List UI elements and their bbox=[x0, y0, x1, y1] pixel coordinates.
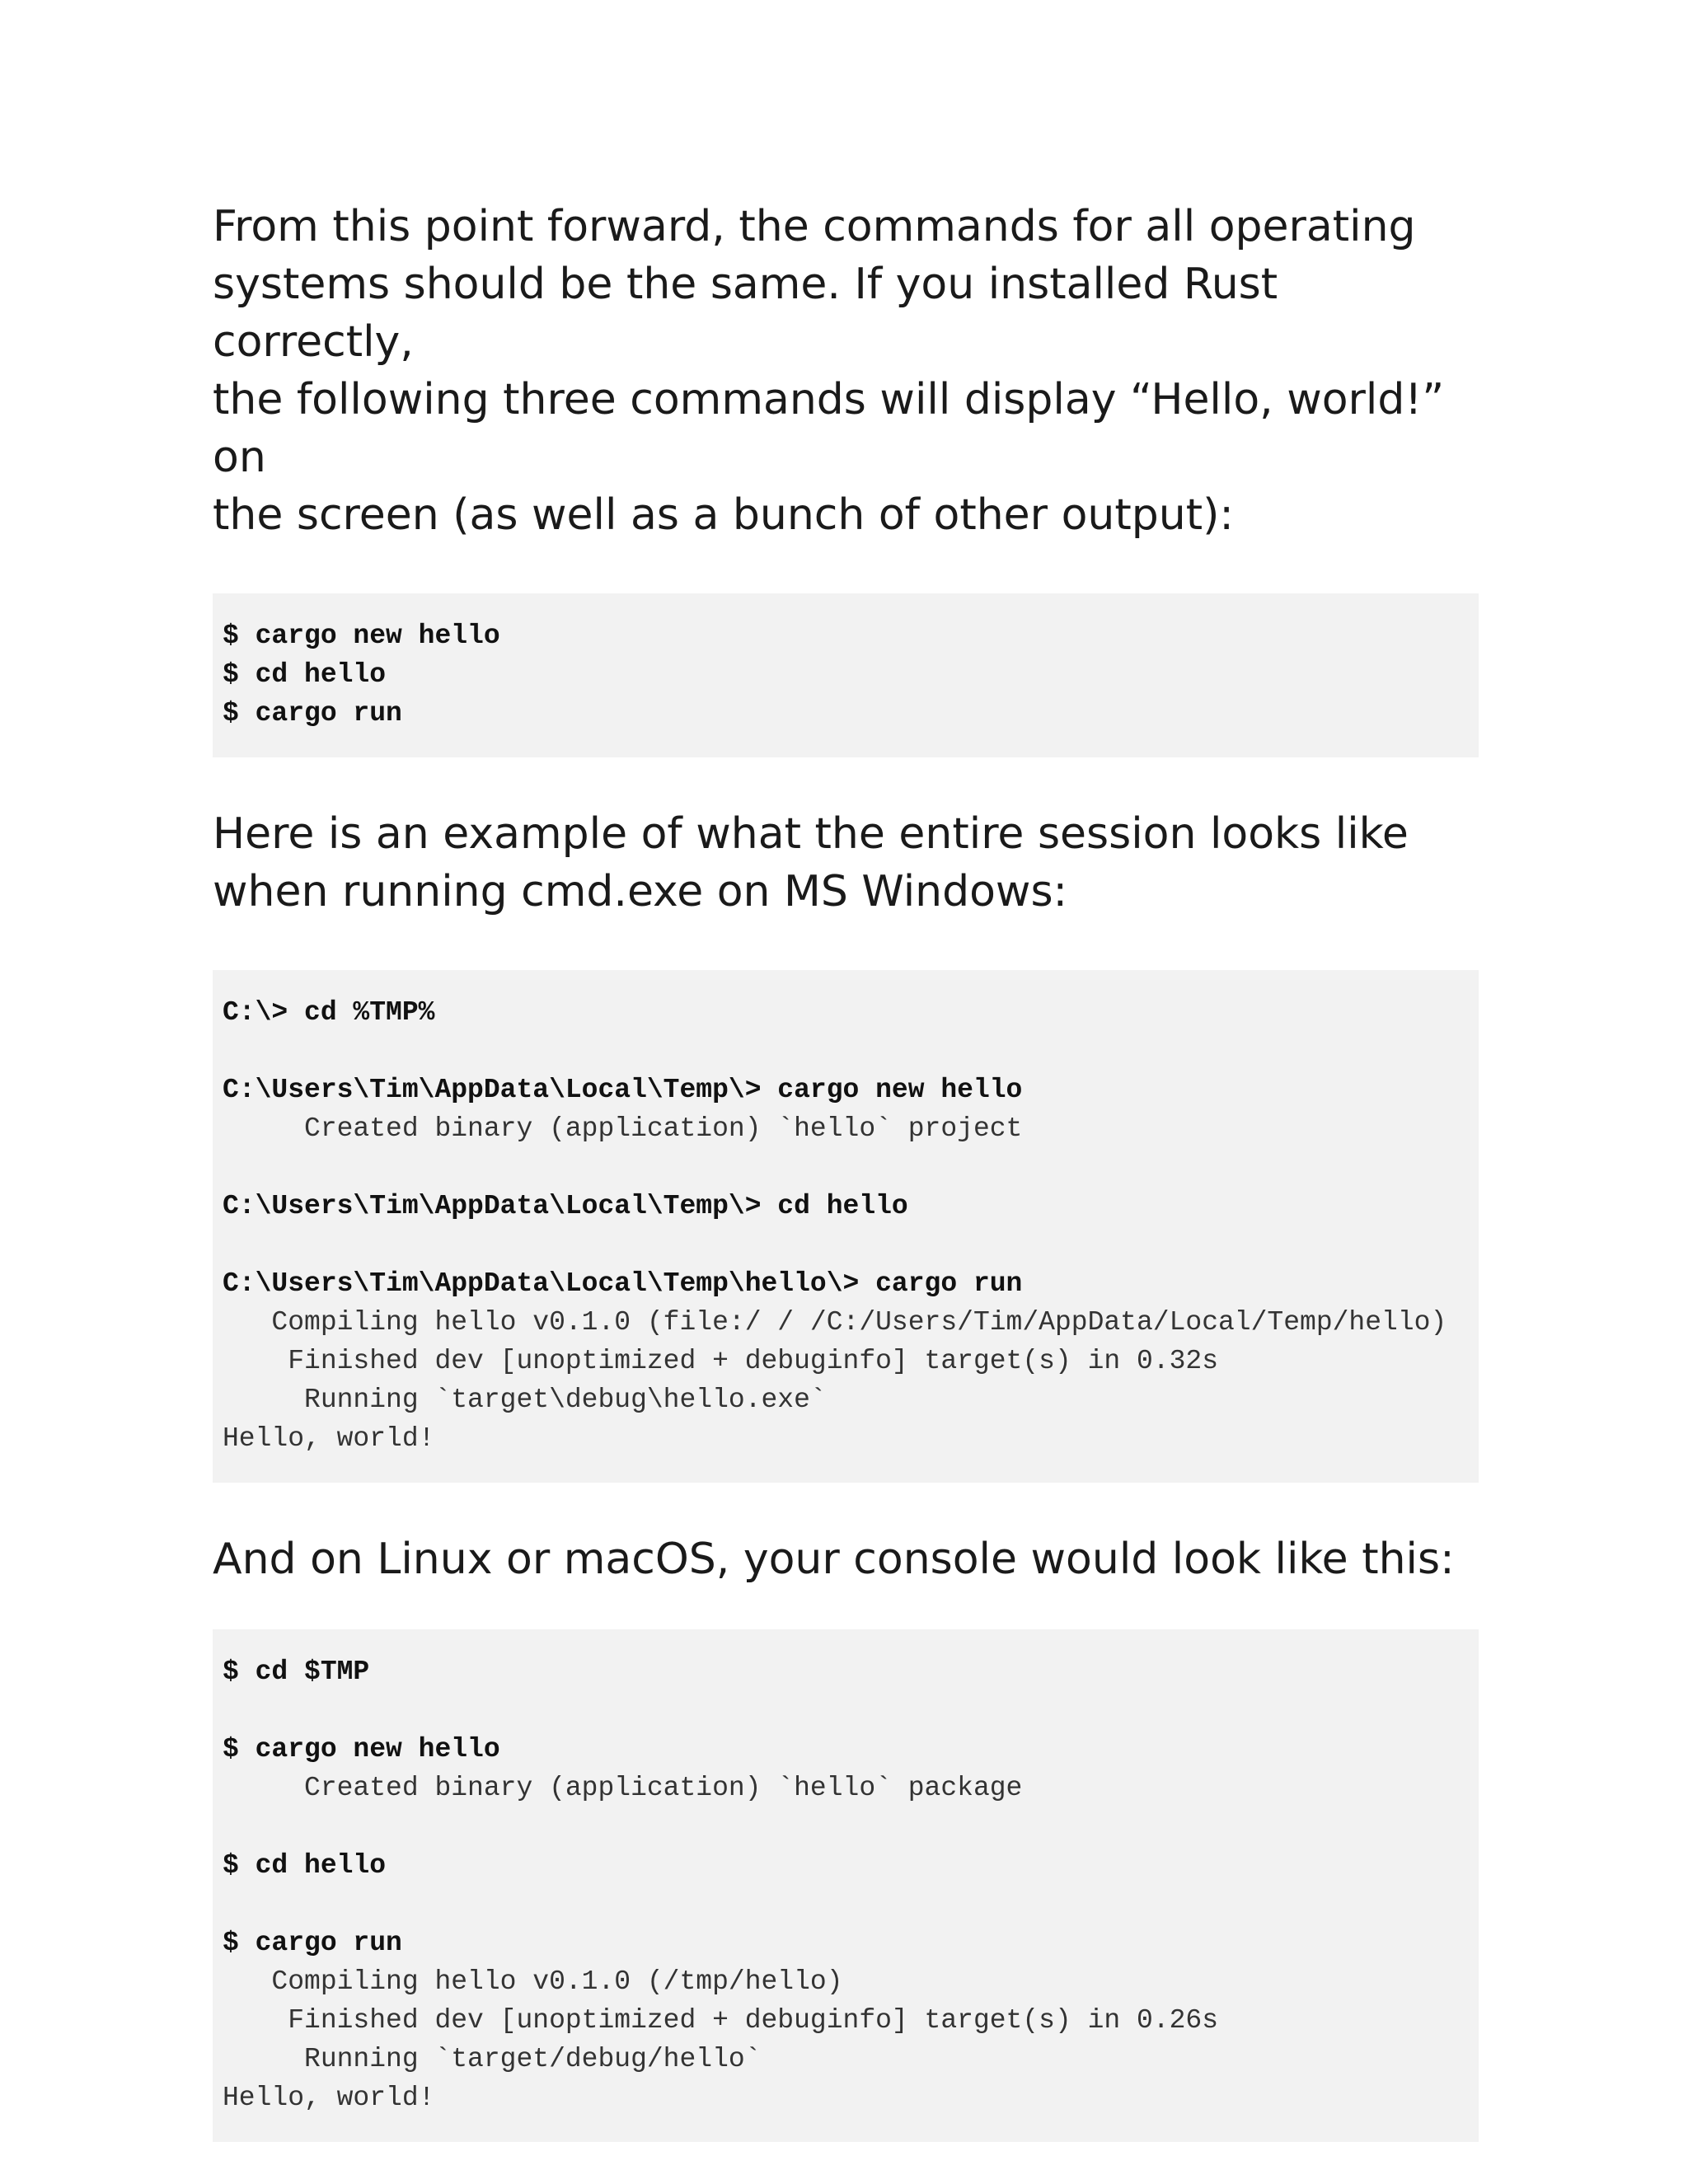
code-output-line: Created binary (application) `hello` project bbox=[223, 1113, 1023, 1144]
code-output-line: Compiling hello v0.1.0 (file:/ / /C:/Users/Tim/AppData/Local/Temp/hello) bbox=[223, 1307, 1447, 1338]
code-command-line: C:\Users\Tim\AppData\Local\Temp\> cargo new hello bbox=[223, 1075, 1023, 1105]
code-output-line: Hello, world! bbox=[223, 2083, 435, 2113]
code-output-line: Hello, world! bbox=[223, 1423, 435, 1454]
code-output-line: Running `target\debug\hello.exe` bbox=[223, 1385, 827, 1415]
code-blank-line bbox=[223, 1032, 1469, 1071]
code-command-line: $ cd $TMP bbox=[223, 1657, 370, 1687]
code-blank-line bbox=[223, 1148, 1469, 1187]
code-output-line: Compiling hello v0.1.0 (/tmp/hello) bbox=[223, 1966, 843, 1997]
code-command-line: $ cd hello bbox=[223, 1850, 387, 1881]
code-block-basic bbox=[213, 593, 1479, 757]
code-command-line: $ cargo run bbox=[223, 698, 402, 729]
code-block-windows bbox=[213, 970, 1479, 1483]
code-output-line: Finished dev [unoptimized + debuginfo] target(s) in 0.32s bbox=[223, 1346, 1218, 1376]
code-blank-line bbox=[223, 1885, 1469, 1924]
unix-intro-paragraph: And on Linux or macOS, your console would look like this: bbox=[213, 1535, 1455, 1584]
code-output-line: Finished dev [unoptimized + debuginfo] target(s) in 0.26s bbox=[223, 2005, 1218, 2036]
document-page bbox=[213, 198, 1479, 2142]
code-command-line: $ cargo new hello bbox=[223, 621, 500, 651]
code-output-line: Created binary (application) `hello` package bbox=[223, 1773, 1023, 1803]
code-output-line: Running `target/debug/hello` bbox=[223, 2044, 762, 2074]
code-command-line: C:\Users\Tim\AppData\Local\Temp\hello\> cargo run bbox=[223, 1268, 1023, 1299]
code-command-line: C:\> cd %TMP% bbox=[223, 997, 435, 1028]
code-command-line: C:\Users\Tim\AppData\Local\Temp\> cd hello bbox=[223, 1191, 908, 1221]
code-command-line: $ cargo run bbox=[223, 1928, 402, 1958]
code-blank-line bbox=[223, 1691, 1469, 1730]
code-block-unix bbox=[213, 1629, 1479, 2142]
intro-paragraph: From this point forward, the commands for all operating systems should be the same. If you installed Rust correctly, the following three commands will display “Hello, world!” on the screen (as well as a bunch of other output): bbox=[213, 202, 1445, 540]
code-command-line: $ cd hello bbox=[223, 659, 387, 690]
code-command-line: $ cargo new hello bbox=[223, 1734, 500, 1765]
code-blank-line bbox=[223, 1226, 1469, 1264]
windows-intro-paragraph: Here is an example of what the entire session looks like when running cmd.exe on MS Windows: bbox=[213, 809, 1409, 916]
code-blank-line bbox=[223, 1807, 1469, 1846]
